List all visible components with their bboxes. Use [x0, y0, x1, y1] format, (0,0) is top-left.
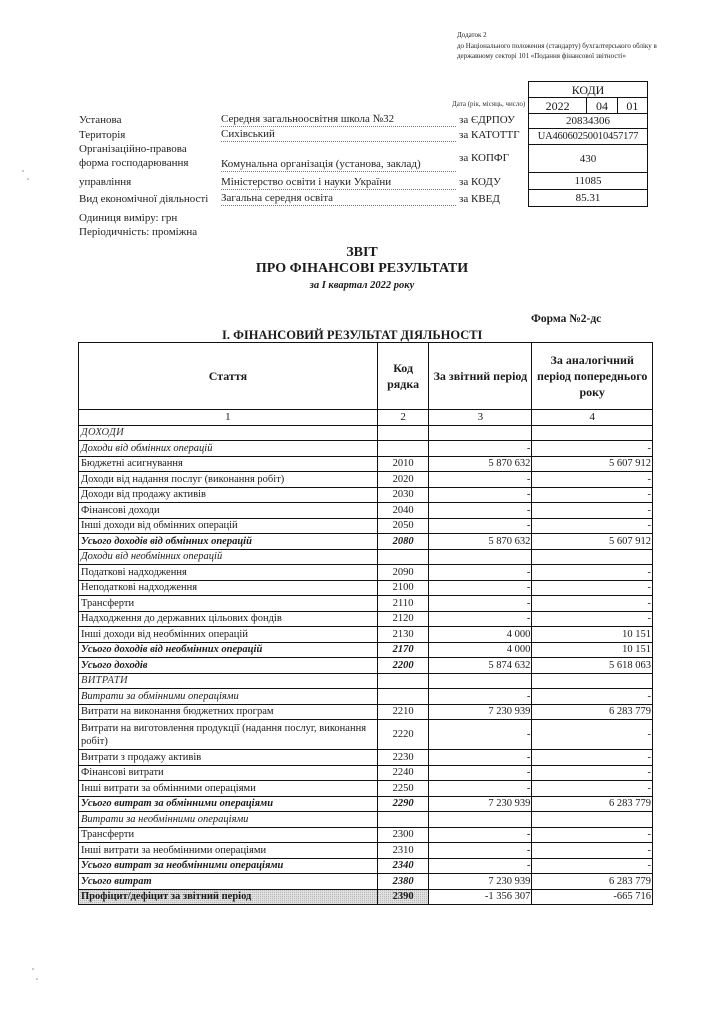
- date-year: 2022: [529, 98, 587, 114]
- periodicity-label: Періодичність: проміжна: [79, 226, 198, 238]
- code-label-edrpou: за ЄДРПОУ: [459, 114, 515, 126]
- code-kopfg: 430: [529, 145, 648, 173]
- row-code: 2340: [377, 858, 429, 874]
- date-month: 04: [587, 98, 617, 114]
- table-row: [79, 611, 653, 627]
- row-code: 2300: [377, 827, 429, 843]
- table-row: [79, 843, 653, 859]
- row-previous-value: -665 716: [532, 889, 653, 905]
- date-day: 01: [617, 98, 647, 114]
- management-label: управління: [79, 176, 132, 188]
- territory-label: Територія: [79, 129, 126, 141]
- row-previous-value: [532, 549, 653, 565]
- row-previous-value: -: [532, 611, 653, 627]
- row-code: [377, 673, 429, 689]
- management-value: Міністерство освіти і науки України: [221, 176, 456, 190]
- row-current-value: 4 000: [429, 627, 532, 643]
- appendix-note: [457, 30, 657, 62]
- row-previous-value: -: [532, 720, 653, 750]
- row-current-value: -1 356 307: [429, 889, 532, 905]
- table-row: [79, 689, 653, 705]
- row-label: Надходження до державних цільових фондів: [79, 611, 378, 627]
- row-code: [377, 689, 429, 705]
- territory-value: Сихівський: [221, 128, 456, 142]
- row-current-value: -: [429, 765, 532, 781]
- row-label: Інші витрати за обмінними операціями: [79, 781, 378, 797]
- row-previous-value: [532, 425, 653, 441]
- row-label: Усього доходів від обмінних операцій: [79, 534, 378, 550]
- row-current-value: [429, 812, 532, 828]
- row-label: ДОХОДИ: [79, 425, 378, 441]
- row-code: 2100: [377, 580, 429, 596]
- table-row: [79, 518, 653, 534]
- row-current-value: [429, 673, 532, 689]
- col-number-3: 3: [429, 410, 532, 426]
- row-previous-value: [532, 812, 653, 828]
- table-row: [79, 750, 653, 766]
- report-period: за I квартал 2022 року: [309, 280, 415, 291]
- row-current-value: -: [429, 441, 532, 457]
- row-code: 2200: [377, 658, 429, 674]
- row-code: 2380: [377, 874, 429, 890]
- row-label: Інші доходи від необмінних операцій: [79, 627, 378, 643]
- scan-speck: [27, 178, 29, 180]
- table-row: [79, 627, 653, 643]
- table-row: [79, 673, 653, 689]
- row-label: Трансферти: [79, 596, 378, 612]
- appendix-text: до Національного положення (стандарту) бухгалтерського обліку в державному секторі 101 «Подання фінансової звітності»: [457, 41, 657, 60]
- row-label: ВИТРАТИ: [79, 673, 378, 689]
- row-previous-value: 5 607 912: [532, 456, 653, 472]
- table-row: [79, 812, 653, 828]
- row-current-value: -: [429, 518, 532, 534]
- row-code: 2250: [377, 781, 429, 797]
- code-label-kved: за КВЕД: [459, 193, 500, 205]
- report-subtitle: ПРО ФІНАНСОВІ РЕЗУЛЬТАТИ: [255, 261, 469, 276]
- row-code: 2080: [377, 534, 429, 550]
- table-row: [79, 503, 653, 519]
- row-code: 2030: [377, 487, 429, 503]
- row-current-value: -: [429, 781, 532, 797]
- row-label: Фінансові доходи: [79, 503, 378, 519]
- row-code: 2240: [377, 765, 429, 781]
- row-code: 2010: [377, 456, 429, 472]
- row-label: Витрати за обмінними операціями: [79, 689, 378, 705]
- report-title: ЗВІТ: [346, 245, 378, 260]
- col-number-1: 1: [79, 410, 378, 426]
- institution-label: Установа: [79, 114, 122, 126]
- row-current-value: -: [429, 720, 532, 750]
- row-code: 2040: [377, 503, 429, 519]
- financial-results-table: [78, 342, 653, 905]
- scan-speck: [36, 978, 38, 980]
- row-previous-value: -: [532, 827, 653, 843]
- row-current-value: [429, 549, 532, 565]
- code-label-katottg: за КАТОТТГ: [459, 129, 520, 141]
- row-label: Доходи від продажу активів: [79, 487, 378, 503]
- header-previous: За аналогічний період попереднього року: [532, 343, 653, 410]
- row-code: [377, 425, 429, 441]
- row-previous-value: -: [532, 503, 653, 519]
- col-number-2: 2: [377, 410, 429, 426]
- activity-value: Загальна середня освіта: [221, 192, 456, 206]
- row-previous-value: -: [532, 518, 653, 534]
- row-previous-value: -: [532, 843, 653, 859]
- row-previous-value: 10 151: [532, 627, 653, 643]
- header-code: Код рядка: [377, 343, 429, 410]
- table-row: [79, 596, 653, 612]
- row-current-value: -: [429, 689, 532, 705]
- row-label: Доходи від необмінних операцій: [79, 549, 378, 565]
- row-previous-value: -: [532, 781, 653, 797]
- row-code: [377, 441, 429, 457]
- table-row: [79, 704, 653, 720]
- header-current: За звітний період: [429, 343, 532, 410]
- row-current-value: -: [429, 750, 532, 766]
- code-katottg: UA46060250010457177: [529, 129, 648, 145]
- row-label: Трансферти: [79, 827, 378, 843]
- row-current-value: 5 874 632: [429, 658, 532, 674]
- codes-table: [528, 81, 648, 207]
- legal-form-label-1: Організаційно-правова: [79, 143, 187, 155]
- row-current-value: 7 230 939: [429, 874, 532, 890]
- row-code: 2020: [377, 472, 429, 488]
- table-row: [79, 642, 653, 658]
- row-code: 2050: [377, 518, 429, 534]
- row-current-value: -: [429, 611, 532, 627]
- row-label: Витрати на виготовлення продукції (надання послуг, виконання робіт): [79, 720, 378, 750]
- scan-speck: [32, 968, 34, 970]
- row-label: Витрати з продажу активів: [79, 750, 378, 766]
- scan-speck: [22, 170, 24, 172]
- row-current-value: -: [429, 596, 532, 612]
- row-previous-value: 6 283 779: [532, 704, 653, 720]
- table-body: [79, 425, 653, 905]
- row-label: Усього витрат за обмінними операціями: [79, 796, 378, 812]
- row-current-value: -: [429, 565, 532, 581]
- row-label: Усього доходів: [79, 658, 378, 674]
- header-article: Стаття: [79, 343, 378, 410]
- row-previous-value: -: [532, 487, 653, 503]
- col-number-4: 4: [532, 410, 653, 426]
- row-current-value: -: [429, 472, 532, 488]
- table-row: [79, 889, 653, 905]
- row-code: 2210: [377, 704, 429, 720]
- row-current-value: -: [429, 580, 532, 596]
- row-code: 2170: [377, 642, 429, 658]
- table-row: [79, 487, 653, 503]
- table-row: [79, 456, 653, 472]
- row-code: [377, 812, 429, 828]
- row-previous-value: 6 283 779: [532, 796, 653, 812]
- code-kodu: 11085: [529, 173, 648, 190]
- row-current-value: [429, 425, 532, 441]
- row-current-value: 7 230 939: [429, 704, 532, 720]
- row-current-value: 5 870 632: [429, 456, 532, 472]
- row-previous-value: -: [532, 858, 653, 874]
- row-label: Витрати за необмінними операціями: [79, 812, 378, 828]
- table-row: [79, 425, 653, 441]
- table-row: [79, 658, 653, 674]
- row-previous-value: -: [532, 765, 653, 781]
- row-label: Усього доходів від необмінних операцій: [79, 642, 378, 658]
- section-title: I. ФІНАНСОВИЙ РЕЗУЛЬТАТ ДІЯЛЬНОСТІ: [222, 328, 483, 342]
- table-row: [79, 874, 653, 890]
- row-current-value: 4 000: [429, 642, 532, 658]
- row-current-value: -: [429, 503, 532, 519]
- row-previous-value: 6 283 779: [532, 874, 653, 890]
- row-code: 2090: [377, 565, 429, 581]
- unit-label: Одиниця виміру: грн: [79, 212, 178, 224]
- row-label: Витрати на виконання бюджетних програм: [79, 704, 378, 720]
- row-previous-value: -: [532, 580, 653, 596]
- row-current-value: 5 870 632: [429, 534, 532, 550]
- row-code: 2110: [377, 596, 429, 612]
- row-label: Інші доходи від обмінних операцій: [79, 518, 378, 534]
- row-code: 2220: [377, 720, 429, 750]
- row-previous-value: -: [532, 596, 653, 612]
- row-previous-value: [532, 673, 653, 689]
- table-row: [79, 720, 653, 750]
- table-row: [79, 580, 653, 596]
- row-previous-value: -: [532, 472, 653, 488]
- table-row: [79, 534, 653, 550]
- codes-header: КОДИ: [529, 82, 648, 98]
- row-code: 2390: [377, 889, 429, 905]
- date-label: Дата (рік, місяць, число): [452, 100, 526, 108]
- row-label: Доходи від обмінних операцій: [79, 441, 378, 457]
- row-label: Профіцит/дефіцит за звітний період: [79, 889, 378, 905]
- table-row: [79, 441, 653, 457]
- row-label: Фінансові витрати: [79, 765, 378, 781]
- row-previous-value: 10 151: [532, 642, 653, 658]
- row-code: 2310: [377, 843, 429, 859]
- row-current-value: -: [429, 858, 532, 874]
- table-row: [79, 781, 653, 797]
- row-label: Бюджетні асигнування: [79, 456, 378, 472]
- appendix-title: Додаток 2: [457, 31, 487, 39]
- table-row: [79, 796, 653, 812]
- table-row: [79, 565, 653, 581]
- row-label: Неподаткові надходження: [79, 580, 378, 596]
- legal-form-value: Комунальна організація (установа, заклад): [221, 158, 456, 172]
- row-previous-value: -: [532, 689, 653, 705]
- row-code: [377, 549, 429, 565]
- row-label: Інші витрати за необмінними операціями: [79, 843, 378, 859]
- code-kved: 85.31: [529, 190, 648, 207]
- table-row: [79, 827, 653, 843]
- row-previous-value: -: [532, 441, 653, 457]
- code-edrpou: 20834306: [529, 114, 648, 129]
- legal-form-label-2: форма господарювання: [79, 157, 189, 169]
- row-label: Податкові надходження: [79, 565, 378, 581]
- activity-label: Вид економічної діяльності: [79, 193, 209, 205]
- institution-value: Середня загальноосвітня школа №32: [221, 113, 456, 127]
- row-code: 2290: [377, 796, 429, 812]
- row-previous-value: 5 618 063: [532, 658, 653, 674]
- row-code: 2130: [377, 627, 429, 643]
- table-row: [79, 472, 653, 488]
- row-label: Усього витрат за необмінними операціями: [79, 858, 378, 874]
- table-row: [79, 858, 653, 874]
- row-current-value: 7 230 939: [429, 796, 532, 812]
- row-current-value: -: [429, 827, 532, 843]
- row-previous-value: 5 607 912: [532, 534, 653, 550]
- row-current-value: -: [429, 843, 532, 859]
- code-label-kodu: за КОДУ: [459, 176, 501, 188]
- row-code: 2230: [377, 750, 429, 766]
- row-previous-value: -: [532, 565, 653, 581]
- row-previous-value: -: [532, 750, 653, 766]
- row-label: Усього витрат: [79, 874, 378, 890]
- row-current-value: -: [429, 487, 532, 503]
- form-number: Форма №2-дс: [531, 313, 602, 325]
- row-label: Доходи від надання послуг (виконання робіт): [79, 472, 378, 488]
- table-row: [79, 765, 653, 781]
- table-row: [79, 549, 653, 565]
- code-label-kopfg: за КОПФГ: [459, 152, 509, 164]
- row-code: 2120: [377, 611, 429, 627]
